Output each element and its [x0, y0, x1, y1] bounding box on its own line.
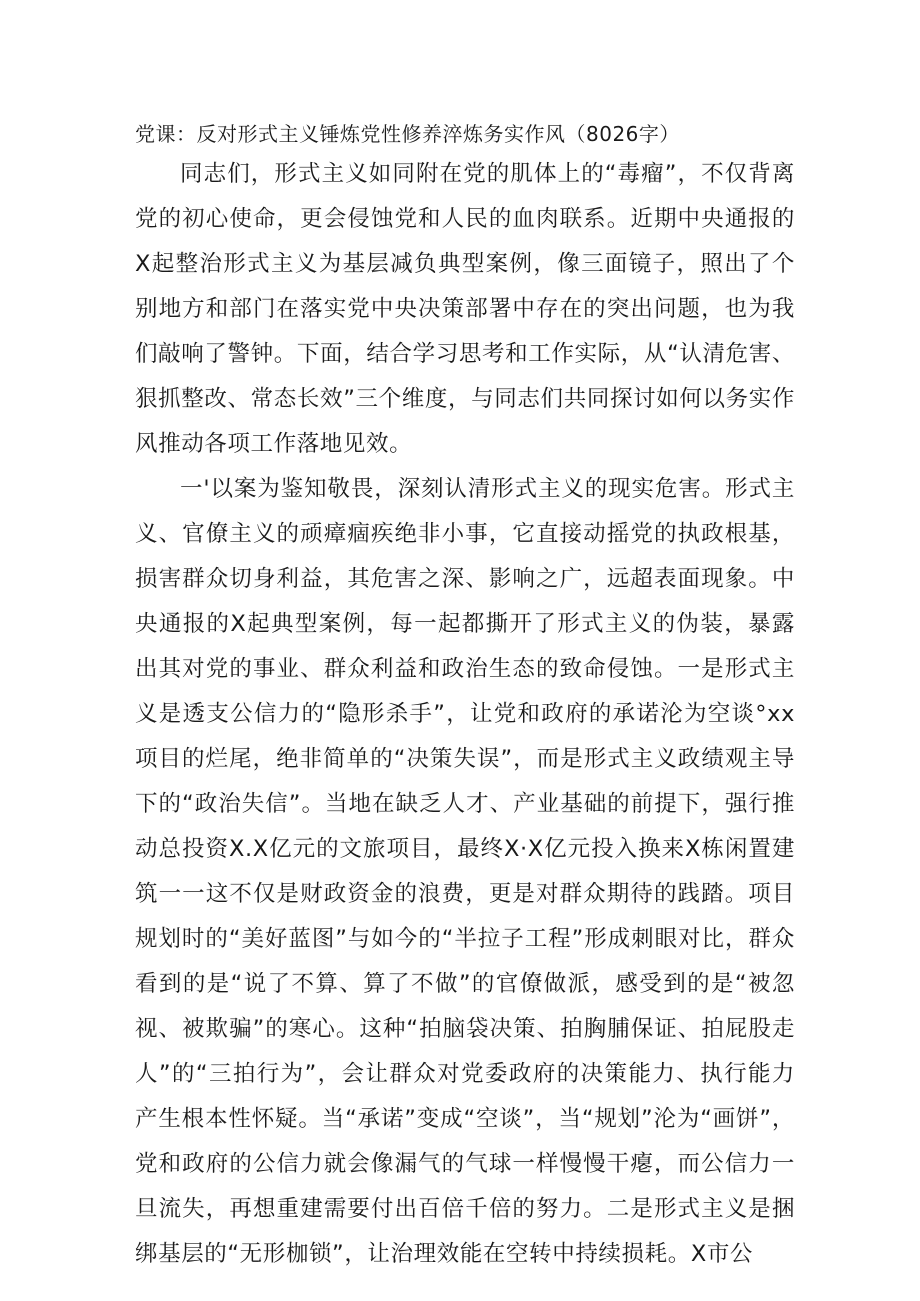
document-title: 党课：反对形式主义锤炼党性修养淬炼务实作风（8026字） [135, 122, 680, 146]
paragraph-intro: 同志们，形式主义如同附在党的肌体上的“毒瘤”，不仅背离党的初心使命，更会侵蚀党和人民的血肉联系。近期中央通报的X起整治形式主义为基层减负典型案例，像三面镜子，照出了个别地方和部门在落实党中央决策部署中存在的突出问题，也为我们敲响了警钟。下面，结合学习思考和工作实际，从“认清危害、狠抓整改、常态长效”三个维度，与同志们共同探讨如何以务实作风推动各项工作落地见效。 [135, 161, 795, 457]
document-body [135, 116, 795, 1277]
paragraph-section-one: 一'以案为鉴知敬畏，深刻认清形式主义的现实危害。形式主义、官僚主义的顽瘴痼疾绝非小事，它直接动摇党的执政根基，损害群众切身利益，其危害之深、影响之广，远超表面现象。中央通报的X起典型案例，每一起都撕开了形式主义的伪装，暴露出其对党的事业、群众利益和政治生态的致命侵蚀。一是形式主义是透支公信力的“隐形杀手”，让党和政府的承诺沦为空谈°xx项目的烂尾，绝非简单的“决策失误”，而是形式主义政绩观主导下的“政治失信”。当地在缺乏人才、产业基础的前提下，强行推动总投资X.X亿元的文旅项目，最终X·X亿元投入换来X栋闲置建筑一一这不仅是财政资金的浪费，更是对群众期待的践踏。项目规划时的“美好蓝图”与如今的“半拉子工程”形成刺眼对比，群众看到的是“说了不算、算了不做”的官僚做派，感受到的是“被忽视、被欺骗”的寒心。这种“拍脑袋决策、拍胸脯保证、拍屁股走人”的“三拍行为”，会让群众对党委政府的决策能力、执行能力产生根本性怀疑。当“承诺”变成“空谈”，当“规划”沦为“画饼”，党和政府的公信力就会像漏气的气球一样慢慢干瘪，而公信力一旦流失，再想重建需要付出百倍千倍的努力。二是形式主义是捆绑基层的“无形枷锁”，让治理效能在空转中持续损耗。X市公 [135, 476, 795, 1267]
